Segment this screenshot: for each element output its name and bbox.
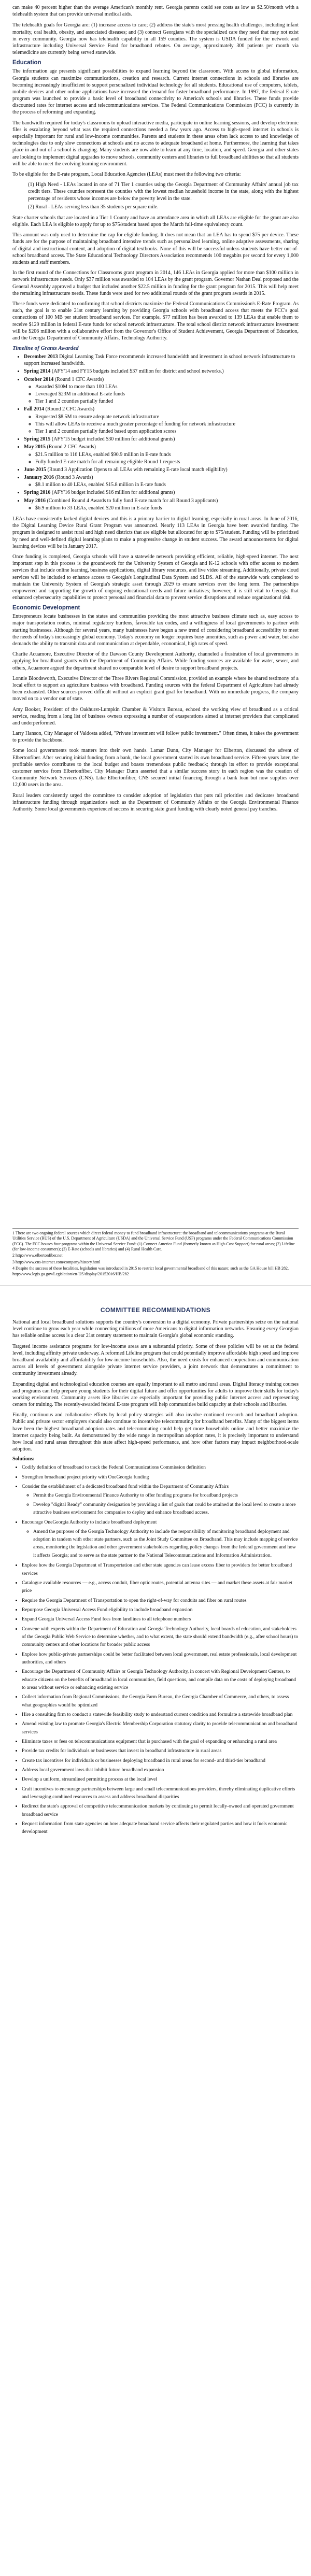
recommendation-item [22,1747,299,1755]
recommendation-text: Explore how public-private partnerships could be better facilitated between local government, real estate professionals, local development authorities, and others [22,1651,297,1665]
recommendation-text: Address local government laws that inhibit future broadband expansion [22,1767,164,1773]
education-paragraph-1: The information age presents significant possibilities to expand learning beyond the classroom. With access to global information, Georgia students can maximize communications, creation and research. Current internet connections in schools and libraries are becoming increasingly insufficient to support personalized individual technology for all students. Educational use of computers, tablets, mobile devices and other online applications have increased the demand for faster broadband performance. In 1997, the federal E-rate program was launched to provide a basic level of broadband connectivity to America's schools and libraries. These funds provide discounted rates for internet access and telecommunications services. The Federal Communications Commission (FCC) is currently in the process of reforming and expanding. [12,68,299,116]
timeline-text: (AFY'15 budget included $30 million for additional grants) [50,436,175,443]
criteria-item: (1) High Need - LEAs located in one of 71 Tier 1 counties using the Georgia Department of Community Affairs' annual job tax credit tiers. These counties represent the counties with the lowest median household income in the state, along with the highest percentage of residents whose incomes are below the poverty level in the state. [28,182,299,202]
recommendation-text: Expand Georgia Universal Access Fund fees from landlines to all telephone numbers [22,1616,191,1623]
footnotes [12,1228,299,1278]
recommendation-text: Collect information from Regional Commissions, the Georgia Farm Bureau, the Georgia Chamber of Commerce, and others, to assess what geographies would be optimized [22,1694,289,1708]
timeline-subitem: ◦ $8.1 million to 40 LEAs, enabled $15.8 million in E-rate funds [35,481,299,488]
intro-paragraph-1: can make 40 percent higher than the average American's monthly rent. Georgia parents could see costs as low as $2.50/month with a telehealth system that can provide universal medical aids. [12,5,299,18]
recommendations-intro-4: Finally, continuous and collaborative efforts by local policy strategies will also involve continued research and broadband adoption. Public and private sector employers should also continue to incentivize telecommuting for broadband benefits. Many of the biggest items have been the highest broadband adoption rates and telecommuting could help get more households online and better maximize the internet capacity being built. As demonstrated by the wide range in metropolitan adoption rates, it is precisely important to understand how local and rural areas throughout this state affect high-speed performance, and how other factors may impact neighborhood-scale adoption. [12,1412,299,1453]
recommendation-item [22,1473,299,1481]
footnote: 1 There are two ongoing federal sources which direct federal money to fund broadband infrastructure: the broadband and telecommunications programs at the Rural Utilities Service (RUS) of the U.S. Department of Agriculture (USDA) and the Universal Service Fund (USF) programs under the Federal Communications Commission (FCC). The FCC houses four programs within the Universal Service Fund: (1) Connect America Fund (formerly known as High-Cost Support) for rural areas; (2) Lifeline (for low-income consumers); (3) E-Rate (schools and libraries) and (4) Rural Health Care. [12,1230,295,1252]
timeline-subitem: ◦ This will allow LEAs to receive a much greater percentage of funding for network infrastructure [35,421,299,428]
recommendation-subitem: ◦ Permit the Georgia Environmental Finance Authority to offer funding programs for broadband projects [33,1491,299,1499]
recommendations-intro-1: National and local broadband solutions supports the country's conversion to a digital economy. Private partnerships seize on the national level continue to grow each year while connecting millions of more Americans to digital information networks. Ensuring every Georgian has reliable online access is a clear 21st century statement to maintain Georgia's global economic standing. [12,1319,299,1339]
recommendation-text: Redirect the state's approval of competitive telecommunication markets by continuing to permit locally-owned and operated government broadband service [22,1803,294,1817]
recommendations-list [12,1463,299,1835]
footnote: 2 http://www.elbertonfiber.net [12,1253,63,1258]
timeline-list [12,353,299,511]
economic-paragraph-3: Lonnie Bloodsworth, Executive Director of the Three Rivers Regional Commission, provided an example where he shared testimony of a local effort to support an agriculture business with broadband. Funding sources with the federal Department of Agriculture had already been exhausted. Other sources proved difficult without an explicit grant goal for broadband. With no immediate progress, the company moved on to a vendor out of state. [12,675,299,702]
timeline-item [24,406,299,435]
timeline-subitem: ◦ Fully funded E-rate match for all remaining eligible Round 1 requests [35,459,299,465]
recommendation-item [22,1625,299,1649]
recommendation-item [22,1463,299,1471]
recommendation-item [22,1766,299,1774]
economic-paragraph-2: Charlie Acuamore, Executive Director of the Dawson County Development Authority, channeled a frustration of local governments in applying for broadband grants with the Department of Community Affairs. While funding sources are available for water, sewer, and others, Acuamore argued the department shared no comparable level of desire to support broadband projects. [12,651,299,671]
education-paragraph-4: State charter schools that are located in a Tier 1 County and have an attendance area in which all LEAs are eligible for the grant are also eligible. Each LEA is eligible to apply for up to $75/student based upon the March full-time equivalency count. [12,215,299,228]
economic-paragraph-5: Larry Hanson, City Manager of Valdosta added, "Private investment will follow public investment." Often times, it takes the government to provide the backbone. [12,731,299,744]
solutions-heading: Solutions: [12,1456,35,1462]
timeline-item [24,474,299,488]
document-page-2 [0,1285,311,2576]
recommendation-subitem: ◦ Amend the purposes of the Georgia Technology Authority to include the responsibility of monitoring broadband deployment and adoption in tandem with other state partners, such as the Joint Study Committee on Broadband. This may include mapping of service areas, monitoring the legislation and other government stakeholders regarding policy changes from the federal government and how it affects Georgia; and to serve as the state partner to the National Telecommunications and Information Administration. [33,1528,299,1559]
education-heading: Education [12,60,41,66]
economic-paragraph-7: Rural leaders consistently urged the committee to consider adoption of legislation that puts rail priorities and dedicates broadband infrastructure funding through organizations such as the Department of Community Affairs or the Georgia Environmental Finance Authority. Some local governments experienced success in securing state grant funding with clearly noted general pay tranches. [12,792,299,812]
recommendation-text: Request information from state agencies on how adequate broadband service affects their regulated parties and how it fuels economic development [22,1821,288,1835]
closing-paragraph-1: LEAs have consistently lacked digital devices and this is a primary barrier to digital learning, especially in rural areas. In June of 2016, the Digital Learning Device Rural Grant Program was announced. Nearly 113 LEAs in Georgia have been awarded funding. The program is designed to assist rural and high need districts that are eligible but allocated for up to $75/student. Funding will be prioritized by need and well-defined digital learning plans to make a progressive change in student success. The award announcements for digital learning devices will be in January 2017. [12,516,299,549]
timeline-subitem: ◦ $6.9 million to 33 LEAs, enabled $20 million in E-rate funds [35,505,299,511]
recommendation-text: Encourage OneGeorgia Authority to include broadband deployment [22,1519,157,1526]
timeline-date: January 2016 [24,475,54,481]
timeline-item [24,444,299,465]
recommendation-text: Catalogue available resources — e.g., access conduit, fiber optic routes, potential antenna sites — and market these assets at fair market price [22,1579,292,1594]
timeline-text: (Round 2 CFC Awards) [45,444,96,450]
timeline-text: (AFY'16 budget included $16 million for additional grants) [50,490,175,496]
timeline-date: May 2015 [24,444,46,450]
timeline-item [24,497,299,511]
timeline-text: (Round 1 CFC Awards) [53,376,104,382]
recommendation-text: Require the Georgia Department of Transportation to open the right-of-way for conduits and fiber on rural routes [22,1597,247,1603]
recommendation-item [22,1711,299,1718]
recommendation-item [22,1518,299,1559]
timeline-text: (Round 3 Awards) [54,475,93,481]
recommendation-text: Craft incentives to encourage partnerships between large and small telecommunications providers, thereby eliminating duplicative efforts and leveraging combined resources to assess and address broadband disparities [22,1786,295,1800]
recommendation-item [22,1820,299,1836]
timeline-date: October 2014 [24,376,54,382]
education-paragraph-7: These funds were dedicated to confirming that school districts maximize the Federal Communications Commission's E-Rate Program. As such, the goal is to enable 21st century learning by providing Georgia schools with broadband access that meets the FCC's goal connections of 100 MB per student broadband services. For example, $77 million has been awarded to 139 LEAs that enable them to receive $129 million in federal E-rate funds for school network infrastructure. The total school district network infrastructure investment will be $206 million with a collaborative effort from the Governor's Office of Student Achievement, Georgia Department of Education, and the Georgia Department of Community Affairs, Technology Authority. [12,301,299,341]
timeline-item [24,376,299,405]
timeline-subitem: ◦ Awarded $10M to more than 100 LEAs [35,383,299,390]
recommendation-text: Provide tax credits for individuals or businesses that invest in broadband infrastructure in rural areas [22,1748,222,1754]
recommendation-item [22,1483,299,1516]
timeline-subitem: ◦ Leveraged $23M in additional E-rate funds [35,391,299,397]
timeline-date: Fall 2014 [24,406,45,412]
timeline-item [24,466,299,473]
economic-paragraph-1: Entrepreneurs locate businesses in the states and communities providing the most attractive business climate such as, easy access to major transportation routes, minimal regulatory burdens, favorable tax codes, and a willingness of local governments to partner with starting businesses. Although for several years, many businesses have begun a new trend of considering broadband accessibility to meet the needs of today's increasingly global economy. Today's economy no longer requires busy amenities, such as power and water, but also demands the ability to transmit data and communication at dependable, economical, high rates of speed. [12,614,299,647]
recommendation-item [22,1757,299,1764]
recommendation-item [22,1561,299,1577]
recommendation-item [22,1668,299,1691]
recommendation-item [22,1579,299,1595]
recommendations-intro-2: Targeted income assistance programs for low-income areas are a substantial priority. Some of these policies will be set at the federal level, including affinity private underway. A reformed Lifeline program that could potentially improve affordable high speed and improve broadband availability and affordability for low-income households. Also, the need exists for enhanced cooperation and communication across all levels of government alongside private internet service providers, a joint network that demonstrates a commitment to community investment already. [12,1343,299,1377]
recommendation-item [22,1597,299,1604]
timeline-item [24,368,299,375]
recommendation-item [22,1720,299,1736]
timeline-item [24,436,299,443]
timeline-date: June 2015 [24,466,47,473]
recommendation-text: Develop a uniform, streamlined permitting process at the local level [22,1776,158,1783]
footnote: 4 Despite the success of these localities, legislation was introduced in 2015 to restrict local governmental broadband of this nature; such as the GA House bill HB 282, http://www.legis.ga.gov/Legislation/en-US/display/20152016/HB/282 [12,1266,289,1276]
recommendation-text: Hire a consulting firm to conduct a statewide feasibility study to understand current condition and formulate a statewide broadband plan [22,1712,293,1717]
recommendation-text: Codify definition of broadband to track the Federal Communications Commission definition [22,1464,206,1471]
timeline-heading: Timeline of Grants Awarded [12,345,79,352]
footnote: 3 http://www.cns-internet.com/company/history.html [12,1259,101,1264]
timeline-date: Spring 2016 [24,490,51,496]
timeline-item [24,489,299,496]
timeline-text: Digital Learning Task Force recommends increased bandwidth and investment in school network infrastructure to support increased bandwidth. [24,354,295,367]
document-page-1 [0,0,311,1285]
timeline-subitem: ◦ Tier 1 and 2 counties partially funded [35,398,299,405]
recommendations-intro-3: Expanding digital and technological education courses are equally important to all metro and rural areas. Digital literacy training courses and programs can help prepare young students for their digital future and offer opportunities for adults to improve their skills for today's working environment. Community assets like libraries are especially important for providing public Internet access and representing centers for training. The recently-awarded federal E-rate program will help communities build capacity at their schools and libraries. [12,1381,299,1408]
education-paragraph-5: This amount was only used to determine the cap for eligible funding. It does not mean that an LEA has to spend $75 per device. These funds are for the purpose of maintaining broadband intensive trends such as personalized learning, online adaptive assessments, sharing of digital and instructional content, and adoption of digital textbooks. None of this will be successful unless students have better out-of-school broadband access. The State Educational Technology Directors Association recommends 100 megabits per second for every 1,000 students and staff members. [12,232,299,265]
recommendation-item [22,1802,299,1818]
recommendation-text: Convene with experts within the Department of Education and Georgia Technology Authority, local boards of education, and stakeholders of the Georgia Public Web Service to determine whether, and to what extent, the state should extend bandwidth (e.g., after school hours) to community centers and other locations for broader public access [22,1626,299,1648]
recommendation-text: Eliminate taxes or fees on telecommunications equipment that is purchased with the goal of expanding or enhancing a rural area [22,1739,277,1745]
timeline-date: Spring 2015 [24,436,51,443]
intro-paragraph-2: The telehealth goals for Georgia are: (1) increase access to care; (2) address the state's most pressing health challenges, including infant mortality, oral health, obesity, and associated diseases; and (3) connect Georgians with the specialized care they need that may not exist in every community. Georgia now has telehealth capability in all 159 counties. The system is USDA funded for the network and infrastructure including Universal Service Fund for broadband rebates. On average, approximately 300 patients per month via telemedicine are currently being served statewide. [12,22,299,56]
recommendation-text: Repurpose Georgia Universal Access Fund eligibility to include broadband expansion [22,1606,193,1613]
economic-development-heading: Economic Development [12,605,80,611]
timeline-item [24,353,299,367]
recommendation-item [22,1693,299,1709]
timeline-subitem: ◦ $21.5 million to 116 LEAs, enabled $90.9 million in E-rate funds [35,451,299,458]
recommendation-item [22,1785,299,1801]
economic-paragraph-4: Amy Booker, President of the Oakhurst-Lumpkin Chamber & Visitors Bureau, echoed the working view of broadband as a critical service, reading from a long list of business owners expressing a number of exasperations aimed at internet providers that complicated and underperformed. [12,706,299,726]
timeline-date: December 2013 [24,354,58,360]
education-paragraph-3: To be eligible for the E-rate program, Local Education Agencies (LEAs) must meet the following two criteria: [12,171,241,177]
timeline-date: Spring 2014 [24,368,51,375]
recommendation-item [22,1650,299,1667]
recommendation-text: Consider the establishment of a dedicated broadband fund within the Department of Community Affairs [22,1484,229,1490]
recommendation-text: Explore how the Georgia Department of Transportation and other state agencies can lease excess fiber to providers for better broadband services [22,1562,292,1576]
timeline-subitem: ◦ Tier 1 and 2 counties partially funded based upon application scores [35,428,299,435]
timeline-text: (Round 2 CFC Awards) [44,406,95,412]
committee-recommendations-title: COMMITTEE RECOMMENDATIONS [100,1306,211,1314]
timeline-text: (Combined Round 4 Awards to fully fund E-rate match for all Round 3 applicants) [45,497,218,504]
recommendation-text: Amend existing law to promote Georgia's Electric Membership Corporation statutory clarity to provide telecommunication and broadband services [22,1721,298,1735]
eligibility-criteria-list [12,181,299,210]
education-paragraph-6: In the first round of the Connections for Classrooms grant program in 2014, 146 LEAs in Georgia applied for more than $100 million in network infrastructure needs. Only $37 million was awarded to 104 LEAs by the grant program. Governor Nathan Deal proposed and the General Assembly approved a budget that included another $22.5 million in funding for the grant program for 2015. This will help meet the remaining infrastructure needs. These funds were used for two additional rounds of the grant program awards in 2015. [12,270,299,296]
closing-paragraph-2: Once funding is completed, Georgia schools will have a statewide network providing efficient, reliable, high-speed internet. The next important step in this process is the groundwork for the University System of Georgia and K-12 schools with offer access to modern services that include online learning, business applications, digital library resources, and live video streaming. Additionally, private cloud services will be included to enhance access to Georgia's Longitudinal Data System and SLDS. All of the statewide work completed to maintain the University System of Georgia's strategic asset through 2029 to ensure services over the long term. The partnerships empowered and supporting the growth of ongoing educational needs and future initiatives; however, it is still vital to Georgia that enhanced cybersecurity capabilities to protect personal and financial data to prevent service disruptions and reduce organizational risk. [12,553,299,601]
recommendation-text: Strengthen broadband project priority with OneGeorgia funding [22,1474,149,1480]
recommendation-item [22,1775,299,1783]
criteria-item: (2) Rural - LEAs serving less than 35 students per square mile. [28,204,159,210]
recommendation-item [22,1606,299,1614]
timeline-date: May 2016 [24,497,46,504]
education-paragraph-2: The bandwidth required for today's classrooms to upload interactive media, participate in online learning sessions, and develop electronic files is escalating beyond what was the required connections needed a few years ago. Access to high-speed internet in schools is especially important for rural and low-income communities. Parents and students in these areas often lack access to and knowledge of technologies due to only slow connections at schools and no access to adequate broadband at home. Furthermore, the learning that takes place in and out of a school is changing. Many students are now able to learn at any time, location, and speed. Georgia and other states are looking to implement digital upgrades to move schools, community centers and libraries to full broadband abilities so that all students will be able to meet the evolving learning environment. [12,120,299,167]
recommendation-item [22,1615,299,1623]
timeline-text: (Round 3 Application Opens to all LEAs with remaining E-rate local match eligibility) [46,466,228,473]
timeline-subitem: ◦ Requested $8.5M to ensure adequate network infrastructure [35,414,299,420]
timeline-text: (AFY'14 and FY15 budgets included $37 million for district and school networks.) [50,368,224,375]
recommendation-text: Create tax incentives for individuals or businesses deploying broadband in rural areas for second- and third-tier broadband [22,1757,265,1763]
recommendation-text: Encourage the Department of Community Affairs or Georgia Technology Authority, in concert with Regional Development Centers, to educate citizens on the benefits of broadband in local communities, field questions, and compile data on the costs of deploying broadband to areas without service or enhancing existing service [22,1669,296,1690]
recommendation-item [22,1738,299,1745]
economic-paragraph-6: Some local governments took matters into their own hands. Lamar Dunn, City Manager for Elberton, discussed the advent of Elbertonfiber. After securing initial funding from a bank, the local government started its own broadband service. Fifteen years later, the profitable service contributes to the local budget and boasts tremendous public feedback; through its effort to provide exceptional customer service from Elbertonfiber. City Manager Dunn asserted that a similar success story in each region was the creation of Community Network Services (CNS). Like Elbertonfiber, CNS secured initial financing through a bank loan but now supplies over 12,000 users in the area. [12,748,299,788]
recommendation-subitem: ◦ Develop "digital Ready" community designation by providing a list of goals that could be attained at the local level to create a more attractive business environment for companies to deploy and enhance broadband access. [33,1501,299,1517]
